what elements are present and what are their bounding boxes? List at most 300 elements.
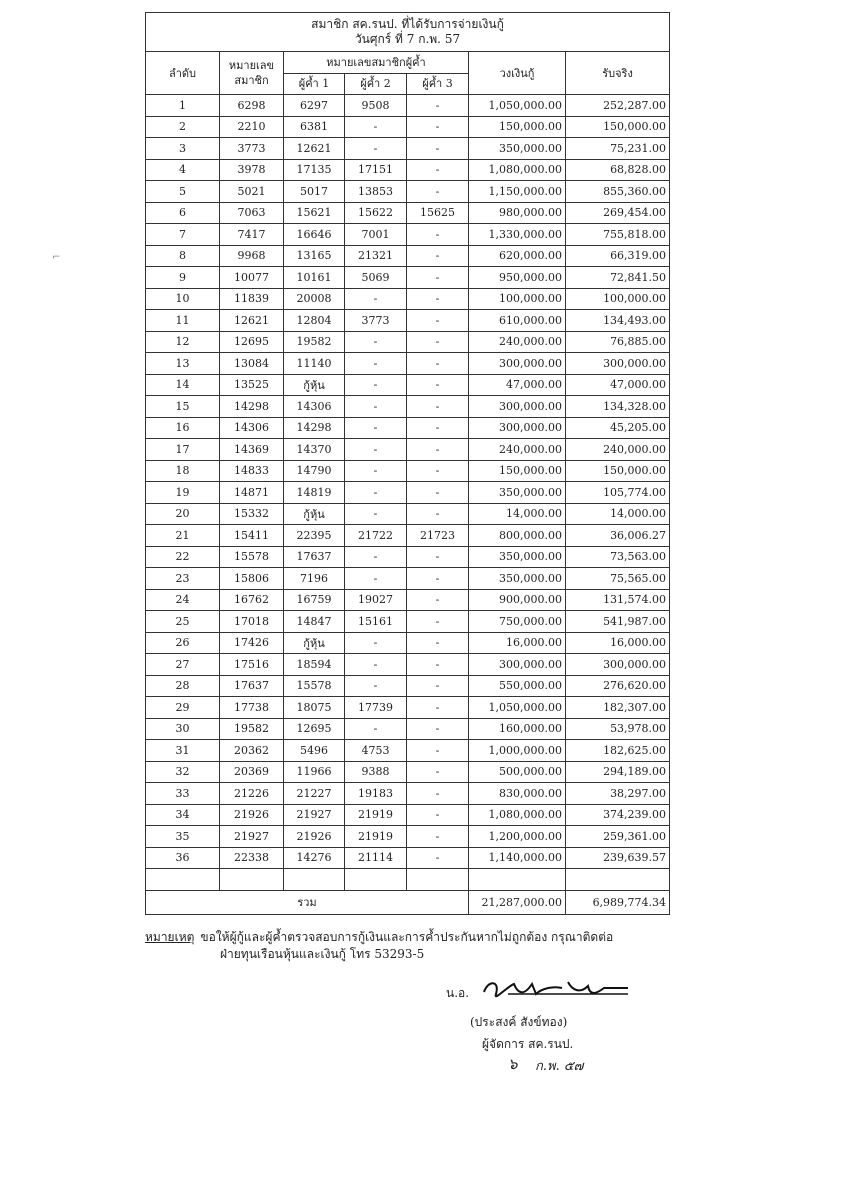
table-row bbox=[146, 439, 670, 461]
row-no: 25 bbox=[146, 611, 220, 633]
guarantor-1: 10161 bbox=[284, 267, 345, 289]
member-id: 6298 bbox=[220, 95, 284, 117]
loan-amount: 610,000.00 bbox=[469, 310, 566, 332]
received-amount: 269,454.00 bbox=[566, 202, 670, 224]
guarantor-1: 13165 bbox=[284, 245, 345, 267]
table-row bbox=[146, 654, 670, 676]
loan-amount: 1,200,000.00 bbox=[469, 826, 566, 848]
member-id: 13084 bbox=[220, 353, 284, 375]
header-received: รับจริง bbox=[566, 52, 670, 95]
loan-amount: 1,050,000.00 bbox=[469, 95, 566, 117]
row-no: 35 bbox=[146, 826, 220, 848]
table-row bbox=[146, 417, 670, 439]
footnote-text2: ฝ่ายทุนเรือนหุ้นและเงินกู้ โทร 53293-5 bbox=[220, 947, 425, 961]
received-amount: 45,205.00 bbox=[566, 417, 670, 439]
loan-amount: 100,000.00 bbox=[469, 288, 566, 310]
document-title: สมาชิก สค.รนป. ที่ได้รับการจ่ายเงินกู้ bbox=[311, 17, 504, 31]
received-amount: 240,000.00 bbox=[566, 439, 670, 461]
guarantor-2: 17739 bbox=[345, 697, 407, 719]
received-amount: 66,319.00 bbox=[566, 245, 670, 267]
loan-amount: 620,000.00 bbox=[469, 245, 566, 267]
guarantor-1: 14298 bbox=[284, 417, 345, 439]
guarantor-3: - bbox=[407, 245, 469, 267]
guarantor-1: 14276 bbox=[284, 847, 345, 869]
guarantor-1: 14847 bbox=[284, 611, 345, 633]
row-no: 5 bbox=[146, 181, 220, 203]
loan-amount: 550,000.00 bbox=[469, 675, 566, 697]
row-no: 4 bbox=[146, 159, 220, 181]
received-amount: 36,006.27 bbox=[566, 525, 670, 547]
guarantor-3: - bbox=[407, 181, 469, 203]
member-id: 3773 bbox=[220, 138, 284, 160]
member-id: 2210 bbox=[220, 116, 284, 138]
guarantor-1: กู้หุ้น bbox=[284, 632, 345, 654]
guarantor-3: - bbox=[407, 224, 469, 246]
received-amount: 105,774.00 bbox=[566, 482, 670, 504]
header-member-line1: หมายเลข bbox=[228, 59, 275, 72]
table-row bbox=[146, 632, 670, 654]
member-id: 21927 bbox=[220, 826, 284, 848]
guarantor-2: 21114 bbox=[345, 847, 407, 869]
guarantor-2: - bbox=[345, 138, 407, 160]
loan-amount: 14,000.00 bbox=[469, 503, 566, 525]
member-id: 20362 bbox=[220, 740, 284, 762]
guarantor-2: 15622 bbox=[345, 202, 407, 224]
guarantor-3: - bbox=[407, 439, 469, 461]
guarantor-3: - bbox=[407, 331, 469, 353]
row-no: 13 bbox=[146, 353, 220, 375]
header-guarantor-group: หมายเลขสมาชิกผู้ค้ำ bbox=[284, 52, 469, 74]
guarantor-2: - bbox=[345, 718, 407, 740]
row-no: 17 bbox=[146, 439, 220, 461]
received-amount: 300,000.00 bbox=[566, 654, 670, 676]
guarantor-2: 3773 bbox=[345, 310, 407, 332]
member-id: 14369 bbox=[220, 439, 284, 461]
table-row bbox=[146, 116, 670, 138]
guarantor-3: - bbox=[407, 675, 469, 697]
table-row bbox=[146, 568, 670, 590]
row-no: 1 bbox=[146, 95, 220, 117]
guarantor-2: - bbox=[345, 288, 407, 310]
loan-amount: 300,000.00 bbox=[469, 654, 566, 676]
table-row bbox=[146, 503, 670, 525]
loan-table bbox=[145, 12, 670, 915]
guarantor-3: - bbox=[407, 632, 469, 654]
row-no: 12 bbox=[146, 331, 220, 353]
member-id: 3978 bbox=[220, 159, 284, 181]
received-amount: 100,000.00 bbox=[566, 288, 670, 310]
loan-amount: 750,000.00 bbox=[469, 611, 566, 633]
table-row bbox=[146, 611, 670, 633]
row-no: 3 bbox=[146, 138, 220, 160]
member-id: 7417 bbox=[220, 224, 284, 246]
received-amount: 75,565.00 bbox=[566, 568, 670, 590]
loan-amount: 16,000.00 bbox=[469, 632, 566, 654]
guarantor-2: 9388 bbox=[345, 761, 407, 783]
guarantor-2: - bbox=[345, 675, 407, 697]
guarantor-3: - bbox=[407, 826, 469, 848]
header-guarantor-3: ผู้ค้ำ 3 bbox=[407, 73, 469, 95]
loan-amount: 1,080,000.00 bbox=[469, 159, 566, 181]
table-row bbox=[146, 826, 670, 848]
received-amount: 131,574.00 bbox=[566, 589, 670, 611]
loan-amount: 150,000.00 bbox=[469, 460, 566, 482]
header-member-line2: สมาชิก bbox=[234, 74, 269, 87]
guarantor-1: 18594 bbox=[284, 654, 345, 676]
guarantor-1: 16646 bbox=[284, 224, 345, 246]
member-id: 21926 bbox=[220, 804, 284, 826]
table-row bbox=[146, 224, 670, 246]
guarantor-1: 21927 bbox=[284, 804, 345, 826]
loan-amount: 1,330,000.00 bbox=[469, 224, 566, 246]
row-no: 27 bbox=[146, 654, 220, 676]
row-no: 24 bbox=[146, 589, 220, 611]
table-row bbox=[146, 202, 670, 224]
received-amount: 134,493.00 bbox=[566, 310, 670, 332]
guarantor-1: 7196 bbox=[284, 568, 345, 590]
guarantor-3: - bbox=[407, 482, 469, 504]
member-id: 5021 bbox=[220, 181, 284, 203]
guarantor-3: - bbox=[407, 353, 469, 375]
loan-amount: 980,000.00 bbox=[469, 202, 566, 224]
table-row bbox=[146, 288, 670, 310]
guarantor-3: - bbox=[407, 310, 469, 332]
guarantor-3: - bbox=[407, 740, 469, 762]
loan-amount: 350,000.00 bbox=[469, 482, 566, 504]
stray-pen-mark: ⌐ bbox=[52, 252, 61, 263]
header-guarantor-2: ผู้ค้ำ 2 bbox=[345, 73, 407, 95]
total-loan: 21,287,000.00 bbox=[469, 890, 566, 914]
member-id: 17018 bbox=[220, 611, 284, 633]
loan-amount: 160,000.00 bbox=[469, 718, 566, 740]
guarantor-1: 11966 bbox=[284, 761, 345, 783]
row-no: 18 bbox=[146, 460, 220, 482]
guarantor-3: - bbox=[407, 804, 469, 826]
guarantor-1: กู้หุ้น bbox=[284, 374, 345, 396]
guarantor-1: 12804 bbox=[284, 310, 345, 332]
table-row bbox=[146, 847, 670, 869]
guarantor-1: 14819 bbox=[284, 482, 345, 504]
received-amount: 252,287.00 bbox=[566, 95, 670, 117]
loan-amount: 1,050,000.00 bbox=[469, 697, 566, 719]
guarantor-2: - bbox=[345, 439, 407, 461]
loan-amount: 1,150,000.00 bbox=[469, 181, 566, 203]
row-no: 34 bbox=[146, 804, 220, 826]
guarantor-3: - bbox=[407, 847, 469, 869]
total-received: 6,989,774.34 bbox=[566, 890, 670, 914]
guarantor-3: - bbox=[407, 568, 469, 590]
guarantor-3: - bbox=[407, 116, 469, 138]
guarantor-1: 17637 bbox=[284, 546, 345, 568]
member-id: 17516 bbox=[220, 654, 284, 676]
table-row bbox=[146, 460, 670, 482]
received-amount: 150,000.00 bbox=[566, 460, 670, 482]
row-no: 19 bbox=[146, 482, 220, 504]
signatory-name: (ประสงค์ สังข์ทอง) bbox=[470, 1015, 568, 1029]
table-row bbox=[146, 589, 670, 611]
row-no: 16 bbox=[146, 417, 220, 439]
row-no: 22 bbox=[146, 546, 220, 568]
empty-row bbox=[146, 869, 670, 891]
loan-amount: 240,000.00 bbox=[469, 331, 566, 353]
guarantor-2: 21919 bbox=[345, 826, 407, 848]
row-no: 10 bbox=[146, 288, 220, 310]
guarantor-3: - bbox=[407, 417, 469, 439]
received-amount: 259,361.00 bbox=[566, 826, 670, 848]
guarantor-1: 14370 bbox=[284, 439, 345, 461]
table-row bbox=[146, 546, 670, 568]
guarantor-2: - bbox=[345, 568, 407, 590]
guarantor-3: - bbox=[407, 697, 469, 719]
member-id: 17637 bbox=[220, 675, 284, 697]
guarantor-1: 21926 bbox=[284, 826, 345, 848]
row-no: 11 bbox=[146, 310, 220, 332]
row-no: 7 bbox=[146, 224, 220, 246]
guarantor-2: 9508 bbox=[345, 95, 407, 117]
guarantor-1: 15621 bbox=[284, 202, 345, 224]
member-id: 13525 bbox=[220, 374, 284, 396]
received-amount: 75,231.00 bbox=[566, 138, 670, 160]
loan-amount: 1,140,000.00 bbox=[469, 847, 566, 869]
header-loan: วงเงินกู้ bbox=[469, 52, 566, 95]
signatory-position: ผู้จัดการ สค.รนป. bbox=[482, 1037, 574, 1051]
member-id: 15411 bbox=[220, 525, 284, 547]
member-id: 14298 bbox=[220, 396, 284, 418]
table-row bbox=[146, 159, 670, 181]
loan-amount: 800,000.00 bbox=[469, 525, 566, 547]
guarantor-2: 5069 bbox=[345, 267, 407, 289]
received-amount: 855,360.00 bbox=[566, 181, 670, 203]
guarantor-3: - bbox=[407, 611, 469, 633]
row-no: 28 bbox=[146, 675, 220, 697]
received-amount: 182,307.00 bbox=[566, 697, 670, 719]
member-id: 16762 bbox=[220, 589, 284, 611]
member-id: 15806 bbox=[220, 568, 284, 590]
guarantor-3: - bbox=[407, 95, 469, 117]
total-label: รวม bbox=[146, 890, 469, 914]
total-row bbox=[146, 890, 670, 914]
row-no: 31 bbox=[146, 740, 220, 762]
member-id: 9968 bbox=[220, 245, 284, 267]
member-id: 11839 bbox=[220, 288, 284, 310]
table-row bbox=[146, 718, 670, 740]
guarantor-2: - bbox=[345, 116, 407, 138]
loan-amount: 300,000.00 bbox=[469, 417, 566, 439]
row-no: 14 bbox=[146, 374, 220, 396]
guarantor-2: 19027 bbox=[345, 589, 407, 611]
member-id: 15578 bbox=[220, 546, 284, 568]
received-amount: 134,328.00 bbox=[566, 396, 670, 418]
guarantor-2: - bbox=[345, 654, 407, 676]
received-amount: 294,189.00 bbox=[566, 761, 670, 783]
member-id: 19582 bbox=[220, 718, 284, 740]
received-amount: 239,639.57 bbox=[566, 847, 670, 869]
guarantor-3: - bbox=[407, 546, 469, 568]
received-amount: 73,563.00 bbox=[566, 546, 670, 568]
received-amount: 374,239.00 bbox=[566, 804, 670, 826]
guarantor-1: 15578 bbox=[284, 675, 345, 697]
guarantor-1: 19582 bbox=[284, 331, 345, 353]
row-no: 6 bbox=[146, 202, 220, 224]
signature-date-rest: ก.พ. ๕๗ bbox=[535, 1059, 584, 1074]
member-id: 17738 bbox=[220, 697, 284, 719]
signature-prefix: น.อ. bbox=[446, 986, 470, 1000]
member-id: 15332 bbox=[220, 503, 284, 525]
table-body bbox=[146, 95, 670, 869]
footnote bbox=[145, 929, 613, 963]
guarantor-3: - bbox=[407, 288, 469, 310]
member-id: 21226 bbox=[220, 783, 284, 805]
member-id: 14871 bbox=[220, 482, 284, 504]
guarantor-2: - bbox=[345, 331, 407, 353]
row-no: 36 bbox=[146, 847, 220, 869]
received-amount: 14,000.00 bbox=[566, 503, 670, 525]
received-amount: 182,625.00 bbox=[566, 740, 670, 762]
table-row bbox=[146, 740, 670, 762]
table-row bbox=[146, 675, 670, 697]
guarantor-1: 5496 bbox=[284, 740, 345, 762]
guarantor-1: 12621 bbox=[284, 138, 345, 160]
loan-amount: 350,000.00 bbox=[469, 568, 566, 590]
table-row bbox=[146, 245, 670, 267]
table-row bbox=[146, 482, 670, 504]
member-id: 20369 bbox=[220, 761, 284, 783]
row-no: 32 bbox=[146, 761, 220, 783]
loan-amount: 350,000.00 bbox=[469, 546, 566, 568]
guarantor-2: - bbox=[345, 482, 407, 504]
loan-amount: 830,000.00 bbox=[469, 783, 566, 805]
row-no: 21 bbox=[146, 525, 220, 547]
loan-amount: 1,000,000.00 bbox=[469, 740, 566, 762]
member-id: 17426 bbox=[220, 632, 284, 654]
guarantor-1: 22395 bbox=[284, 525, 345, 547]
guarantor-3: - bbox=[407, 396, 469, 418]
received-amount: 300,000.00 bbox=[566, 353, 670, 375]
guarantor-2: 21722 bbox=[345, 525, 407, 547]
loan-amount: 240,000.00 bbox=[469, 439, 566, 461]
guarantor-1: 14306 bbox=[284, 396, 345, 418]
table-row bbox=[146, 138, 670, 160]
guarantor-1: 21227 bbox=[284, 783, 345, 805]
received-amount: 38,297.00 bbox=[566, 783, 670, 805]
guarantor-2: 19183 bbox=[345, 783, 407, 805]
received-amount: 47,000.00 bbox=[566, 374, 670, 396]
guarantor-3: 15625 bbox=[407, 202, 469, 224]
row-no: 8 bbox=[146, 245, 220, 267]
guarantor-3: - bbox=[407, 654, 469, 676]
loan-amount: 950,000.00 bbox=[469, 267, 566, 289]
document-date: วันศุกร์ ที่ 7 ก.พ. 57 bbox=[354, 32, 461, 46]
row-no: 15 bbox=[146, 396, 220, 418]
loan-amount: 300,000.00 bbox=[469, 396, 566, 418]
loan-amount: 300,000.00 bbox=[469, 353, 566, 375]
guarantor-2: - bbox=[345, 632, 407, 654]
loan-amount: 150,000.00 bbox=[469, 116, 566, 138]
loan-amount: 47,000.00 bbox=[469, 374, 566, 396]
footnote-label: หมายเหตุ bbox=[145, 930, 195, 944]
guarantor-3: - bbox=[407, 718, 469, 740]
guarantor-1: 5017 bbox=[284, 181, 345, 203]
row-no: 29 bbox=[146, 697, 220, 719]
loan-amount: 1,080,000.00 bbox=[469, 804, 566, 826]
received-amount: 541,987.00 bbox=[566, 611, 670, 633]
table-row bbox=[146, 331, 670, 353]
table-row bbox=[146, 761, 670, 783]
guarantor-1: กู้หุ้น bbox=[284, 503, 345, 525]
guarantor-3: - bbox=[407, 159, 469, 181]
table-row bbox=[146, 783, 670, 805]
guarantor-3: - bbox=[407, 589, 469, 611]
table-row bbox=[146, 310, 670, 332]
guarantor-2: - bbox=[345, 417, 407, 439]
member-id: 10077 bbox=[220, 267, 284, 289]
header-member bbox=[220, 52, 284, 95]
member-id: 7063 bbox=[220, 202, 284, 224]
guarantor-3: - bbox=[407, 138, 469, 160]
guarantor-2: 21321 bbox=[345, 245, 407, 267]
guarantor-2: - bbox=[345, 546, 407, 568]
guarantor-1: 16759 bbox=[284, 589, 345, 611]
guarantor-2: - bbox=[345, 460, 407, 482]
table-row bbox=[146, 396, 670, 418]
guarantor-1: 11140 bbox=[284, 353, 345, 375]
table-title-cell bbox=[146, 13, 670, 52]
loan-amount: 350,000.00 bbox=[469, 138, 566, 160]
row-no: 23 bbox=[146, 568, 220, 590]
received-amount: 72,841.50 bbox=[566, 267, 670, 289]
member-id: 22338 bbox=[220, 847, 284, 869]
guarantor-1: 20008 bbox=[284, 288, 345, 310]
row-no: 33 bbox=[146, 783, 220, 805]
guarantor-3: - bbox=[407, 460, 469, 482]
guarantor-1: 6381 bbox=[284, 116, 345, 138]
guarantor-3: - bbox=[407, 503, 469, 525]
guarantor-2: 7001 bbox=[345, 224, 407, 246]
table-row bbox=[146, 697, 670, 719]
table-row bbox=[146, 267, 670, 289]
guarantor-2: - bbox=[345, 396, 407, 418]
guarantor-1: 6297 bbox=[284, 95, 345, 117]
guarantor-1: 12695 bbox=[284, 718, 345, 740]
guarantor-2: 21919 bbox=[345, 804, 407, 826]
row-no: 2 bbox=[146, 116, 220, 138]
guarantor-1: 18075 bbox=[284, 697, 345, 719]
guarantor-2: 17151 bbox=[345, 159, 407, 181]
member-id: 12621 bbox=[220, 310, 284, 332]
table-row bbox=[146, 353, 670, 375]
received-amount: 755,818.00 bbox=[566, 224, 670, 246]
loan-amount: 500,000.00 bbox=[469, 761, 566, 783]
table-row bbox=[146, 804, 670, 826]
table-row bbox=[146, 374, 670, 396]
guarantor-1: 17135 bbox=[284, 159, 345, 181]
guarantor-2: 4753 bbox=[345, 740, 407, 762]
signature-date-day: ๖ bbox=[508, 1055, 518, 1073]
header-no: ลำดับ bbox=[146, 52, 220, 95]
guarantor-2: - bbox=[345, 503, 407, 525]
footnote-text1: ขอให้ผู้กู้และผู้ค้ำตรวจสอบการกู้เงินและการค้ำประกันหากไม่ถูกต้อง กรุณาติดต่อ bbox=[200, 930, 614, 944]
guarantor-3: 21723 bbox=[407, 525, 469, 547]
guarantor-2: - bbox=[345, 374, 407, 396]
footnote-line1 bbox=[145, 929, 613, 946]
row-no: 9 bbox=[146, 267, 220, 289]
received-amount: 68,828.00 bbox=[566, 159, 670, 181]
guarantor-3: - bbox=[407, 267, 469, 289]
member-id: 14306 bbox=[220, 417, 284, 439]
handwritten-signature bbox=[478, 972, 638, 1008]
table-row bbox=[146, 181, 670, 203]
received-amount: 53,978.00 bbox=[566, 718, 670, 740]
